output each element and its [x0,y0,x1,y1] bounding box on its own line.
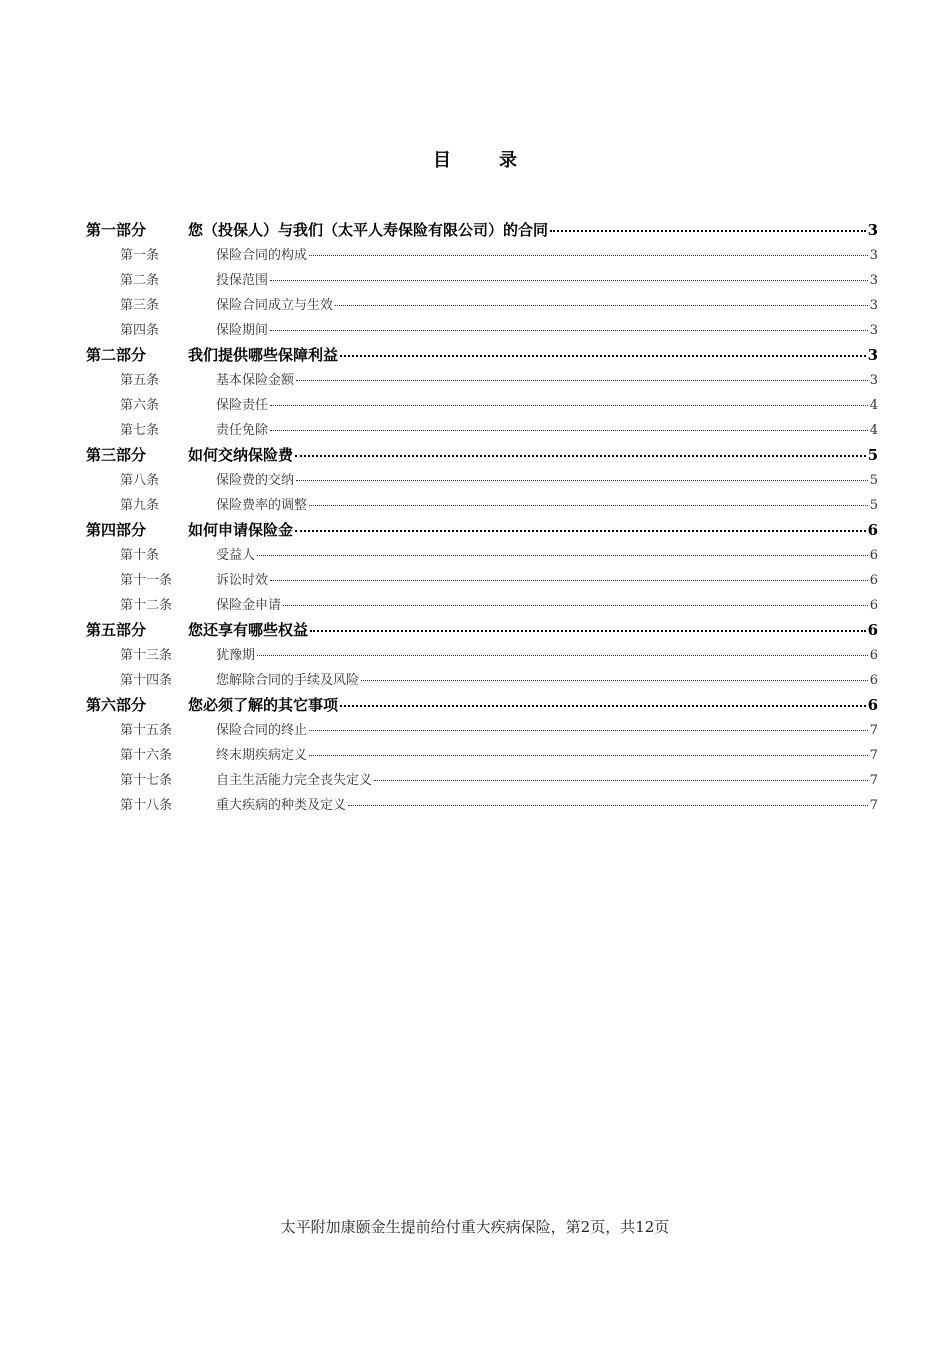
dot-leader [310,626,866,632]
toc-part-row[interactable] [86,619,878,644]
dot-leader [309,251,868,256]
toc-entry-title[interactable]: 我们提供哪些保障利益 [188,346,339,364]
toc-entry-title[interactable]: 重大疾病的种类及定义 [216,798,347,813]
dot-leader [340,701,866,707]
toc-part-row[interactable] [86,444,878,469]
toc-entry-title[interactable]: 受益人 [216,548,256,563]
toc-entry-number: 第二部分 [86,346,147,364]
toc-page-number: 6 [867,521,878,539]
toc-page-number: 6 [869,573,878,588]
page-title [0,146,950,172]
toc-entry-number: 第十六条 [120,748,173,763]
toc-article-row[interactable] [86,569,878,594]
dot-leader [374,776,868,781]
toc-entry-number: 第七条 [120,423,160,438]
toc-entry-number: 第一条 [120,248,160,263]
toc-entry-title[interactable]: 您（投保人）与我们（太平人寿保险有限公司）的合同 [188,221,549,239]
toc-entry-title[interactable]: 终末期疾病定义 [216,748,308,763]
toc-entry-title[interactable]: 犹豫期 [216,648,256,663]
dot-leader [270,276,868,281]
dot-leader [296,376,868,381]
title-char-2: 录 [499,150,517,171]
dot-leader [348,801,868,806]
toc-article-row[interactable] [86,769,878,794]
toc-entry-number: 第十二条 [120,598,173,613]
toc-page-number: 6 [869,598,878,613]
toc-part-row[interactable] [86,519,878,544]
toc-entry-number: 第五部分 [86,621,147,639]
toc-entry-title[interactable]: 如何交纳保险费 [188,446,294,464]
toc-part-row[interactable] [86,219,878,244]
toc-entry-number: 第十八条 [120,798,173,813]
dot-leader [295,526,866,532]
toc-entry-number: 第四部分 [86,521,147,539]
toc-entry-title[interactable]: 您还享有哪些权益 [188,621,309,639]
toc-entry-title[interactable]: 自主生活能力完全丧失定义 [216,773,373,788]
toc-page-number: 6 [867,696,878,714]
toc-article-row[interactable] [86,594,878,619]
title-char-1: 目 [433,150,451,171]
dot-leader [296,476,868,481]
toc-article-row[interactable] [86,794,878,819]
toc-entry-title[interactable]: 保险责任 [216,398,269,413]
dot-leader [309,726,868,731]
toc-article-row[interactable] [86,294,878,319]
toc-entry-title[interactable]: 如何申请保险金 [188,521,294,539]
toc-entry-number: 第三条 [120,298,160,313]
toc-page-number: 7 [869,773,878,788]
toc-entry-number: 第二条 [120,273,160,288]
toc-entry-number: 第五条 [120,373,160,388]
dot-leader [270,401,868,406]
toc-entry-number: 第十条 [120,548,160,563]
toc-page-number: 3 [869,273,878,288]
dot-leader [340,351,866,357]
toc-entry-title[interactable]: 保险期间 [216,323,269,338]
toc-entry-title[interactable]: 您必须了解的其它事项 [188,696,339,714]
toc-entry-number: 第十五条 [120,723,173,738]
toc-page-number: 3 [869,373,878,388]
toc-entry-title[interactable]: 基本保险金额 [216,373,295,388]
toc-entry-number: 第十七条 [120,773,173,788]
page-footer: 太平附加康颐金生提前给付重大疾病保险，第2页，共12页 [280,1218,670,1236]
toc-page-number: 3 [867,346,878,364]
toc-article-row[interactable] [86,644,878,669]
toc-entry-number: 第一部分 [86,221,147,239]
dot-leader [283,601,868,606]
toc-entry-title[interactable]: 保险金申请 [216,598,282,613]
toc-entry-title[interactable]: 保险合同成立与生效 [216,298,334,313]
toc-page-number: 3 [867,221,878,239]
toc-article-row[interactable] [86,394,878,419]
toc-entry-number: 第四条 [120,323,160,338]
toc-entry-title[interactable]: 您解除合同的手续及风险 [216,673,360,688]
toc-page-number: 7 [869,748,878,763]
toc-article-row[interactable] [86,419,878,444]
toc-entry-title[interactable]: 保险合同的终止 [216,723,308,738]
toc-article-row[interactable] [86,669,878,694]
dot-leader [257,651,868,656]
toc-article-row[interactable] [86,469,878,494]
toc-page-number: 5 [869,473,878,488]
toc-article-row[interactable] [86,269,878,294]
toc-article-row[interactable] [86,244,878,269]
toc-page-number: 6 [869,648,878,663]
toc-part-row[interactable] [86,694,878,719]
dot-leader [309,751,868,756]
toc-entry-number: 第六条 [120,398,160,413]
dot-leader [361,676,868,681]
dot-leader [270,326,868,331]
toc-entry-number: 第十一条 [120,573,173,588]
toc-page-number: 6 [869,548,878,563]
toc-page-number: 7 [869,723,878,738]
dot-leader [270,426,868,431]
toc-entry-title[interactable]: 诉讼时效 [216,573,269,588]
toc-entry-number: 第九条 [120,498,160,513]
toc-entry-number: 第十三条 [120,648,173,663]
toc-page-number: 5 [867,446,878,464]
toc-page-number: 3 [869,298,878,313]
toc-entry-title[interactable]: 责任免除 [216,423,269,438]
toc-part-row[interactable] [86,344,878,369]
dot-leader [257,551,868,556]
toc-article-row[interactable] [86,719,878,744]
toc-page-number: 6 [867,621,878,639]
dot-leader [335,301,868,306]
dot-leader [270,576,868,581]
toc-page-number: 6 [869,673,878,688]
toc-entry-number: 第十四条 [120,673,173,688]
toc-page-number: 5 [869,498,878,513]
toc-entry-number: 第六部分 [86,696,147,714]
toc-entry-title[interactable]: 投保范围 [216,273,269,288]
toc-page-number: 4 [869,398,878,413]
toc-entry-title[interactable]: 保险费率的调整 [216,498,308,513]
dot-leader [295,451,866,457]
toc-article-row[interactable] [86,544,878,569]
toc-entry-title[interactable]: 保险费的交纳 [216,473,295,488]
toc-page-number: 7 [869,798,878,813]
toc-article-row[interactable] [86,319,878,344]
dot-leader [550,226,866,232]
toc-article-row[interactable] [86,494,878,519]
toc-entry-number: 第三部分 [86,446,147,464]
toc-page-number: 4 [869,423,878,438]
toc-entry-number: 第八条 [120,473,160,488]
toc-article-row[interactable] [86,744,878,769]
toc-entry-title[interactable]: 保险合同的构成 [216,248,308,263]
toc-page-number: 3 [869,323,878,338]
dot-leader [309,501,868,506]
table-of-contents [86,219,878,819]
toc-article-row[interactable] [86,369,878,394]
toc-page-number: 3 [869,248,878,263]
